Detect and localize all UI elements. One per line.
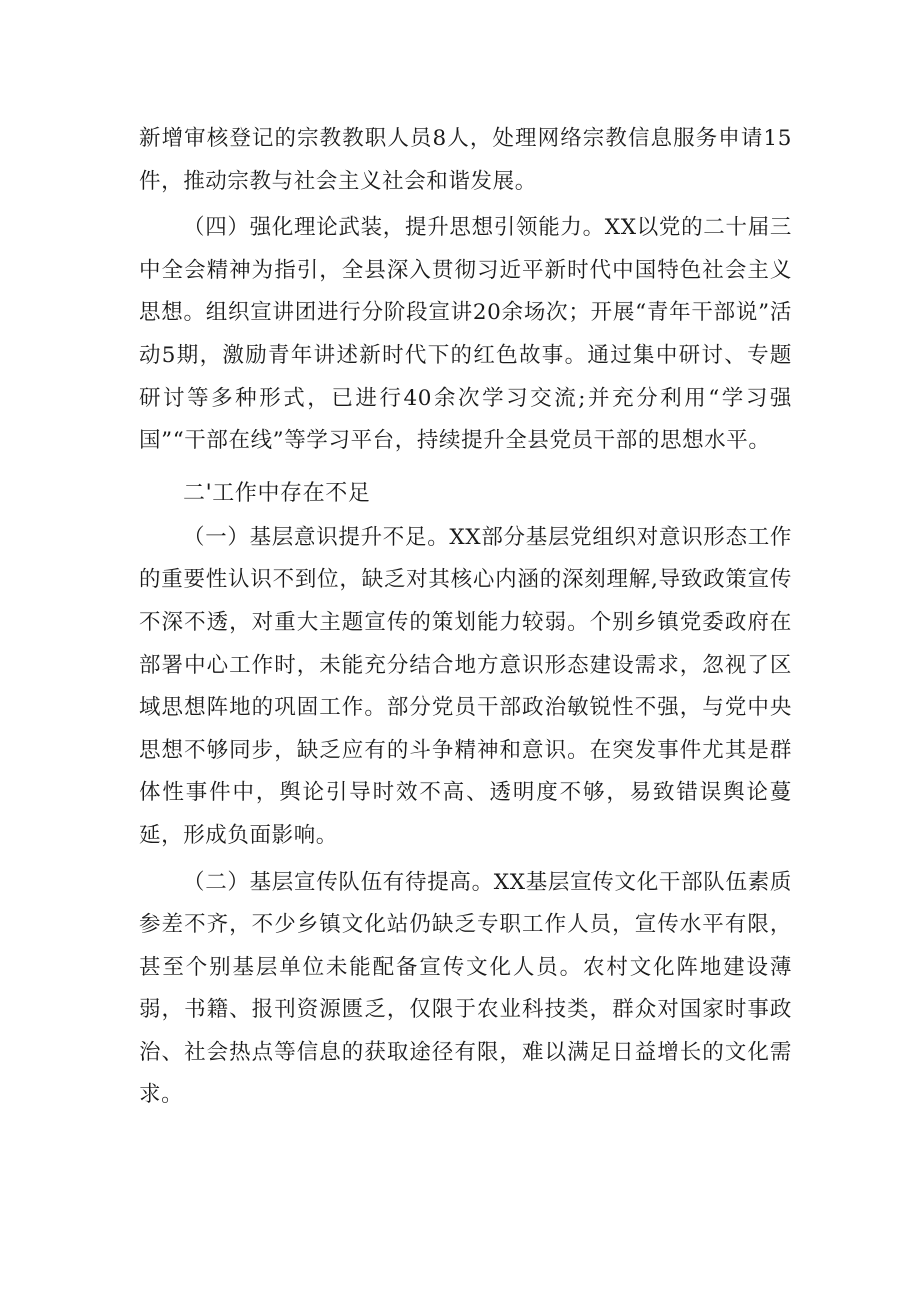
section-heading-two: 二'工作中存在不足 — [183, 480, 371, 506]
section-four-lead: （四）强化理论武装，提升思想引领能力。 — [183, 215, 605, 241]
section-four-paragraph — [139, 207, 792, 463]
issue-one-body: XX部分基层党组织对意识形态工作的重要性认识不到位，缺乏对其核心内涵的深刻理解,导致政策宣传不深不透，对重大主题宣传的策划能力较弱。个别乡镇党委政府在部署中心工作时，未能充分结合地方意识形态建设需求，忽视了区域思想阵地的巩固工作。部分党员干部政治敏锐性不强，与党中央思想不够同步，缺乏应有的斗争精神和意识。在突发事件尤其是群体性事件中，舆论引导时效不高、透明度不够，易致错误舆论蔓延，形成负面影响。 — [139, 524, 793, 848]
issue-one-lead: （一）基层意识提升不足。 — [183, 524, 450, 550]
document-body — [139, 118, 792, 1117]
issue-two-body: XX基层宣传文化干部队伍素质参差不齐，不少乡镇文化站仍缺乏专职工作人员，宣传水平有限，甚至个别基层单位未能配备宣传文化人员。农村文化阵地建设薄弱，书籍、报刊资源匮乏，仅限于农业科技类，群众对国家时事政治、社会热点等信息的获取途径有限，难以满足日益增长的文化需求。 — [139, 869, 793, 1108]
issue-two-lead: （二）基层宣传队伍有待提高。 — [183, 869, 494, 895]
continuation-paragraph: 新增审核登记的宗教教职人员8人，处理网络宗教信息服务申请15件，推动宗教与社会主义社会和谐发展。 — [139, 126, 792, 194]
section-four-body: XX以党的二十届三中全会精神为指引，全县深入贯彻习近平新时代中国特色社会主义思想。组织宣讲团进行分阶段宣讲20余场次；开展“青年干部说”活动5期，激励青年讲述新时代下的红色故事。通过集中研讨、专题研讨等多种形式，已进行40余次学习交流;并充分利用“学习强国”“干部在线”等学习平台，持续提升全县党员干部的思想水平。 — [139, 215, 793, 454]
issue-two-paragraph — [139, 862, 792, 1118]
issue-one-paragraph — [139, 517, 792, 858]
